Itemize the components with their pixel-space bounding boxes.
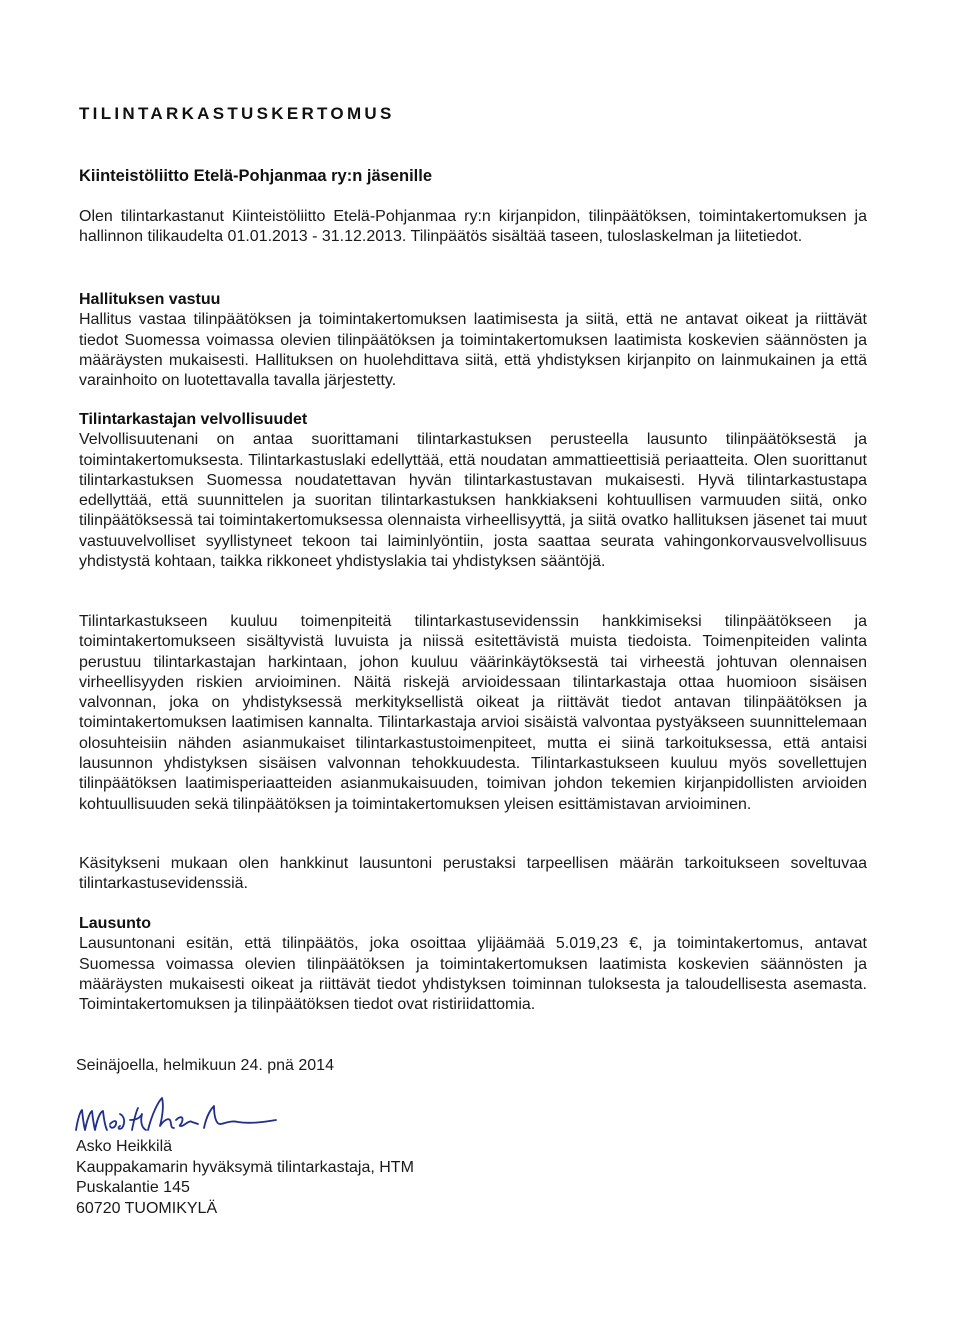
signer-block — [76, 1137, 414, 1219]
signer-name: Asko Heikkilä — [76, 1138, 173, 1155]
opinion-heading: Lausunto — [79, 915, 151, 932]
place-and-date: Seinäjoella, helmikuun 24. pnä 2014 — [76, 1057, 334, 1074]
signer-title: Kauppakamarin hyväksymä tilintarkastaja, HTM — [76, 1158, 414, 1176]
recipient-line: Kiinteistöliitto Etelä-Pohjanmaa ry:n jäsenille — [79, 167, 432, 185]
auditor-duties-text: Velvollisuutenani on antaa suorittamani tilintarkastuksen perusteella lausunto tilinpäätöksestä ja toimintakertomuksesta. Tilintarkastuslaki edellyttää, että noudatan ammattieettisiä periaatteita. Olen suorittanut tilintarkastuksen Suomessa noudatettavan hyvän tilintarkastustavan mukaisesti. Hyvä tilintarkastustapa edellyttää, että suunnittelen ja suoritan tilintarkastuksen hankkiakseni kohtuullisen varmuuden siitä, onko tilinpäätöksessä tai toimintakertomuksessa olennaista virheellisyyttä, ja siitä ovatko hallituksen jäsenet tai muut vastuuvelvolliset syyllistyneet tekoon tai laiminlyöntiin, josta saattaa seurata vahingonkorvausvelvollisuus yhdistystä kohtaan, taikka rikkoneet yhdistyslakia tai yhdistyksen sääntöjä. — [79, 431, 867, 571]
document-title: TILINTARKASTUSKERTOMUS — [79, 104, 395, 123]
audit-procedures-paragraph: Tilintarkastukseen kuuluu toimenpiteitä tilintarkastusevidenssin hankkimiseksi tilinpäätökseen ja toimintakertomukseen sisältyvistä luvuista ja niissä esitettävistä muista tiedoista. Toimenpiteiden valinta perustuu tilintarkastajan harkintaan, johon kuuluu väärinkäytöksestä tai virheestä johtuvan olennaisen virheellisyyden riskien arvioiminen. Näitä riskejä arvioidessaan tilintarkastaja ottaa huomioon sisäisen valvonnan, joka on yhdistyksessä merkityksellistä oikeat ja riittävät tiedot antavan tilinpäätöksen ja toimintakertomuksen laatimisen kannalta. Tilintarkastaja arvioi sisäistä valvontaa pystyäkseen suunnittelemaan olosuhteisiin nähden asianmukaiset tilintarkastustoimenpiteet, mutta ei siinä tarkoituksessa, että antaisi lausunnon yhdistyksen sisäisen valvonnan tehokkuudesta. Tilintarkastukseen kuuluu myös sovellettujen tilinpäätöksen laatimisperiaatteiden asianmukaisuuden, toimivan johdon tekemien kirjanpidollisten arvioiden kohtuullisuuden sekä tilinpäätöksen ja toimintakertomuksen yleisen esittämistavan arvioiminen. — [79, 613, 867, 813]
signature-strokes — [76, 1098, 276, 1130]
board-responsibility-section — [79, 290, 867, 391]
signer-postal: 60720 TUOMIKYLÄ — [76, 1199, 218, 1217]
opinion-text: Lausuntonani esitän, että tilinpäätös, joka osoittaa ylijäämää 5.019,23 €, ja toimintakertomus, antavat Suomessa voimassa olevien tilinpäätöksen ja toimintakertomuksen laatimista koskevien säännösten ja määräysten mukaisesti oikeat ja riittävät tiedot yhdistyksen toiminnan tuloksesta ja taloudellisesta asemasta. Toimintakertomuksen ja tilinpäätöksen tiedot ovat ristiriidattomia. — [79, 935, 867, 1014]
intro-paragraph: Olen tilintarkastanut Kiinteistöliitto Etelä-Pohjanmaa ry:n kirjanpidon, tilinpäätöksen, toimintakertomuksen ja hallinnon tilikaudelta 01.01.2013 - 31.12.2013. Tilinpäätös sisältää taseen, tuloslaskelman ja liitetiedot. — [79, 208, 867, 246]
auditor-duties-heading: Tilintarkastajan velvollisuudet — [79, 411, 308, 428]
opinion-section — [79, 914, 867, 1015]
board-responsibility-heading: Hallituksen vastuu — [79, 291, 221, 308]
evidence-paragraph: Käsitykseni mukaan olen hankkinut lausuntoni perustaksi tarpeellisen määrän tarkoitukseen soveltuvaa tilintarkastusevidenssiä. — [79, 855, 867, 893]
auditor-duties-section — [79, 410, 867, 572]
board-responsibility-text: Hallitus vastaa tilinpäätöksen ja toimintakertomuksen laatimisesta ja siitä, että ne antavat oikeat ja riittävät tiedot Suomessa voimassa olevien tilinpäätöksen ja toimintakertomuksen laatimista koskevien säännösten ja määräysten mukaisesti. Hallituksen on huolehdittava siitä, että yhdistyksen kirjanpito on lainmukainen ja että varainhoito on luotettavalla tavalla järjestetty. — [79, 311, 867, 390]
signer-street: Puskalantie 145 — [76, 1179, 190, 1196]
